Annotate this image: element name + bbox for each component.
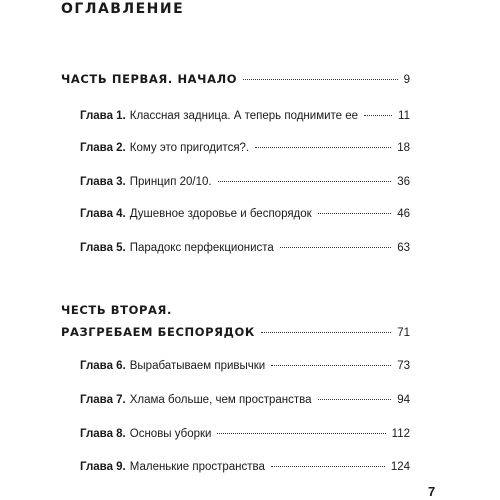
dot-leader: [318, 213, 392, 214]
dot-leader: [217, 433, 385, 434]
toc-chapter-6[interactable]: [80, 359, 410, 373]
chapter-4-page: 46: [397, 208, 410, 220]
dot-leader: [280, 247, 391, 248]
chapter-5-title: Парадокс перфекциониста: [129, 242, 274, 254]
part-2-title-line1: ЧЕСТЬ ВТОРАЯ.: [61, 303, 172, 317]
toc-chapter-9[interactable]: [80, 460, 410, 474]
toc-part-1[interactable]: [61, 72, 410, 87]
chapter-7-label: Глава 7.: [80, 394, 126, 406]
dot-leader: [271, 466, 385, 467]
chapter-8-label: Глава 8.: [80, 428, 126, 440]
toc-chapter-2[interactable]: [80, 141, 410, 155]
chapter-3-title: Принцип 20/10.: [129, 176, 212, 188]
dot-leader: [218, 181, 392, 182]
chapter-5-label: Глава 5.: [80, 242, 126, 254]
toc-chapter-5[interactable]: [80, 241, 410, 255]
chapter-3-label: Глава 3.: [80, 176, 126, 188]
dot-leader: [261, 332, 391, 333]
part-2-title: РАЗГРЕБАЕМ БЕСПОРЯДОК: [61, 325, 255, 339]
toc-chapter-8[interactable]: [80, 427, 410, 441]
chapter-7-title: Хлама больше, чем пространства: [129, 394, 312, 406]
dot-leader: [255, 147, 391, 148]
chapter-6-title: Вырабатываем привычки: [129, 360, 266, 372]
dot-leader: [243, 79, 397, 80]
dot-leader: [364, 115, 392, 116]
chapter-1-title: Классная задница. А теперь поднимите ее: [129, 110, 359, 122]
part-1-page: 9: [403, 74, 410, 86]
page-number-folio: 7: [428, 484, 436, 499]
toc-part-2[interactable]: [61, 325, 410, 340]
chapter-8-page: 112: [391, 428, 410, 440]
chapter-9-label: Глава 9.: [80, 461, 126, 473]
chapter-2-title: Кому это пригодится?.: [129, 142, 250, 154]
chapter-1-page: 11: [398, 110, 410, 122]
chapter-6-page: 73: [397, 360, 410, 372]
chapter-3-page: 36: [397, 176, 410, 188]
part-2-page: 71: [397, 327, 410, 339]
chapter-2-label: Глава 2.: [80, 142, 126, 154]
chapter-9-title: Маленькие пространства: [129, 461, 265, 473]
chapter-2-page: 18: [397, 142, 410, 154]
chapter-6-label: Глава 6.: [80, 360, 126, 372]
chapter-4-label: Глава 4.: [80, 208, 126, 220]
toc-chapter-7[interactable]: [80, 393, 410, 407]
chapter-8-title: Основы уборки: [129, 428, 212, 440]
chapter-5-page: 63: [397, 242, 410, 254]
chapter-7-page: 94: [397, 394, 410, 406]
toc-chapter-4[interactable]: [80, 207, 410, 221]
dot-leader: [271, 365, 391, 366]
chapter-9-page: 124: [390, 461, 410, 473]
chapter-1-label: Глава 1.: [80, 110, 126, 122]
page-title: ОГЛАВЛЕНИЕ: [61, 1, 185, 17]
toc-chapter-1[interactable]: [80, 109, 410, 123]
toc-chapter-3[interactable]: [80, 175, 410, 189]
dot-leader: [318, 399, 392, 400]
part-1-title: ЧАСТЬ ПЕРВАЯ. НАЧАЛО: [61, 72, 238, 86]
chapter-4-title: Душевное здоровье и беспорядок: [129, 208, 312, 220]
